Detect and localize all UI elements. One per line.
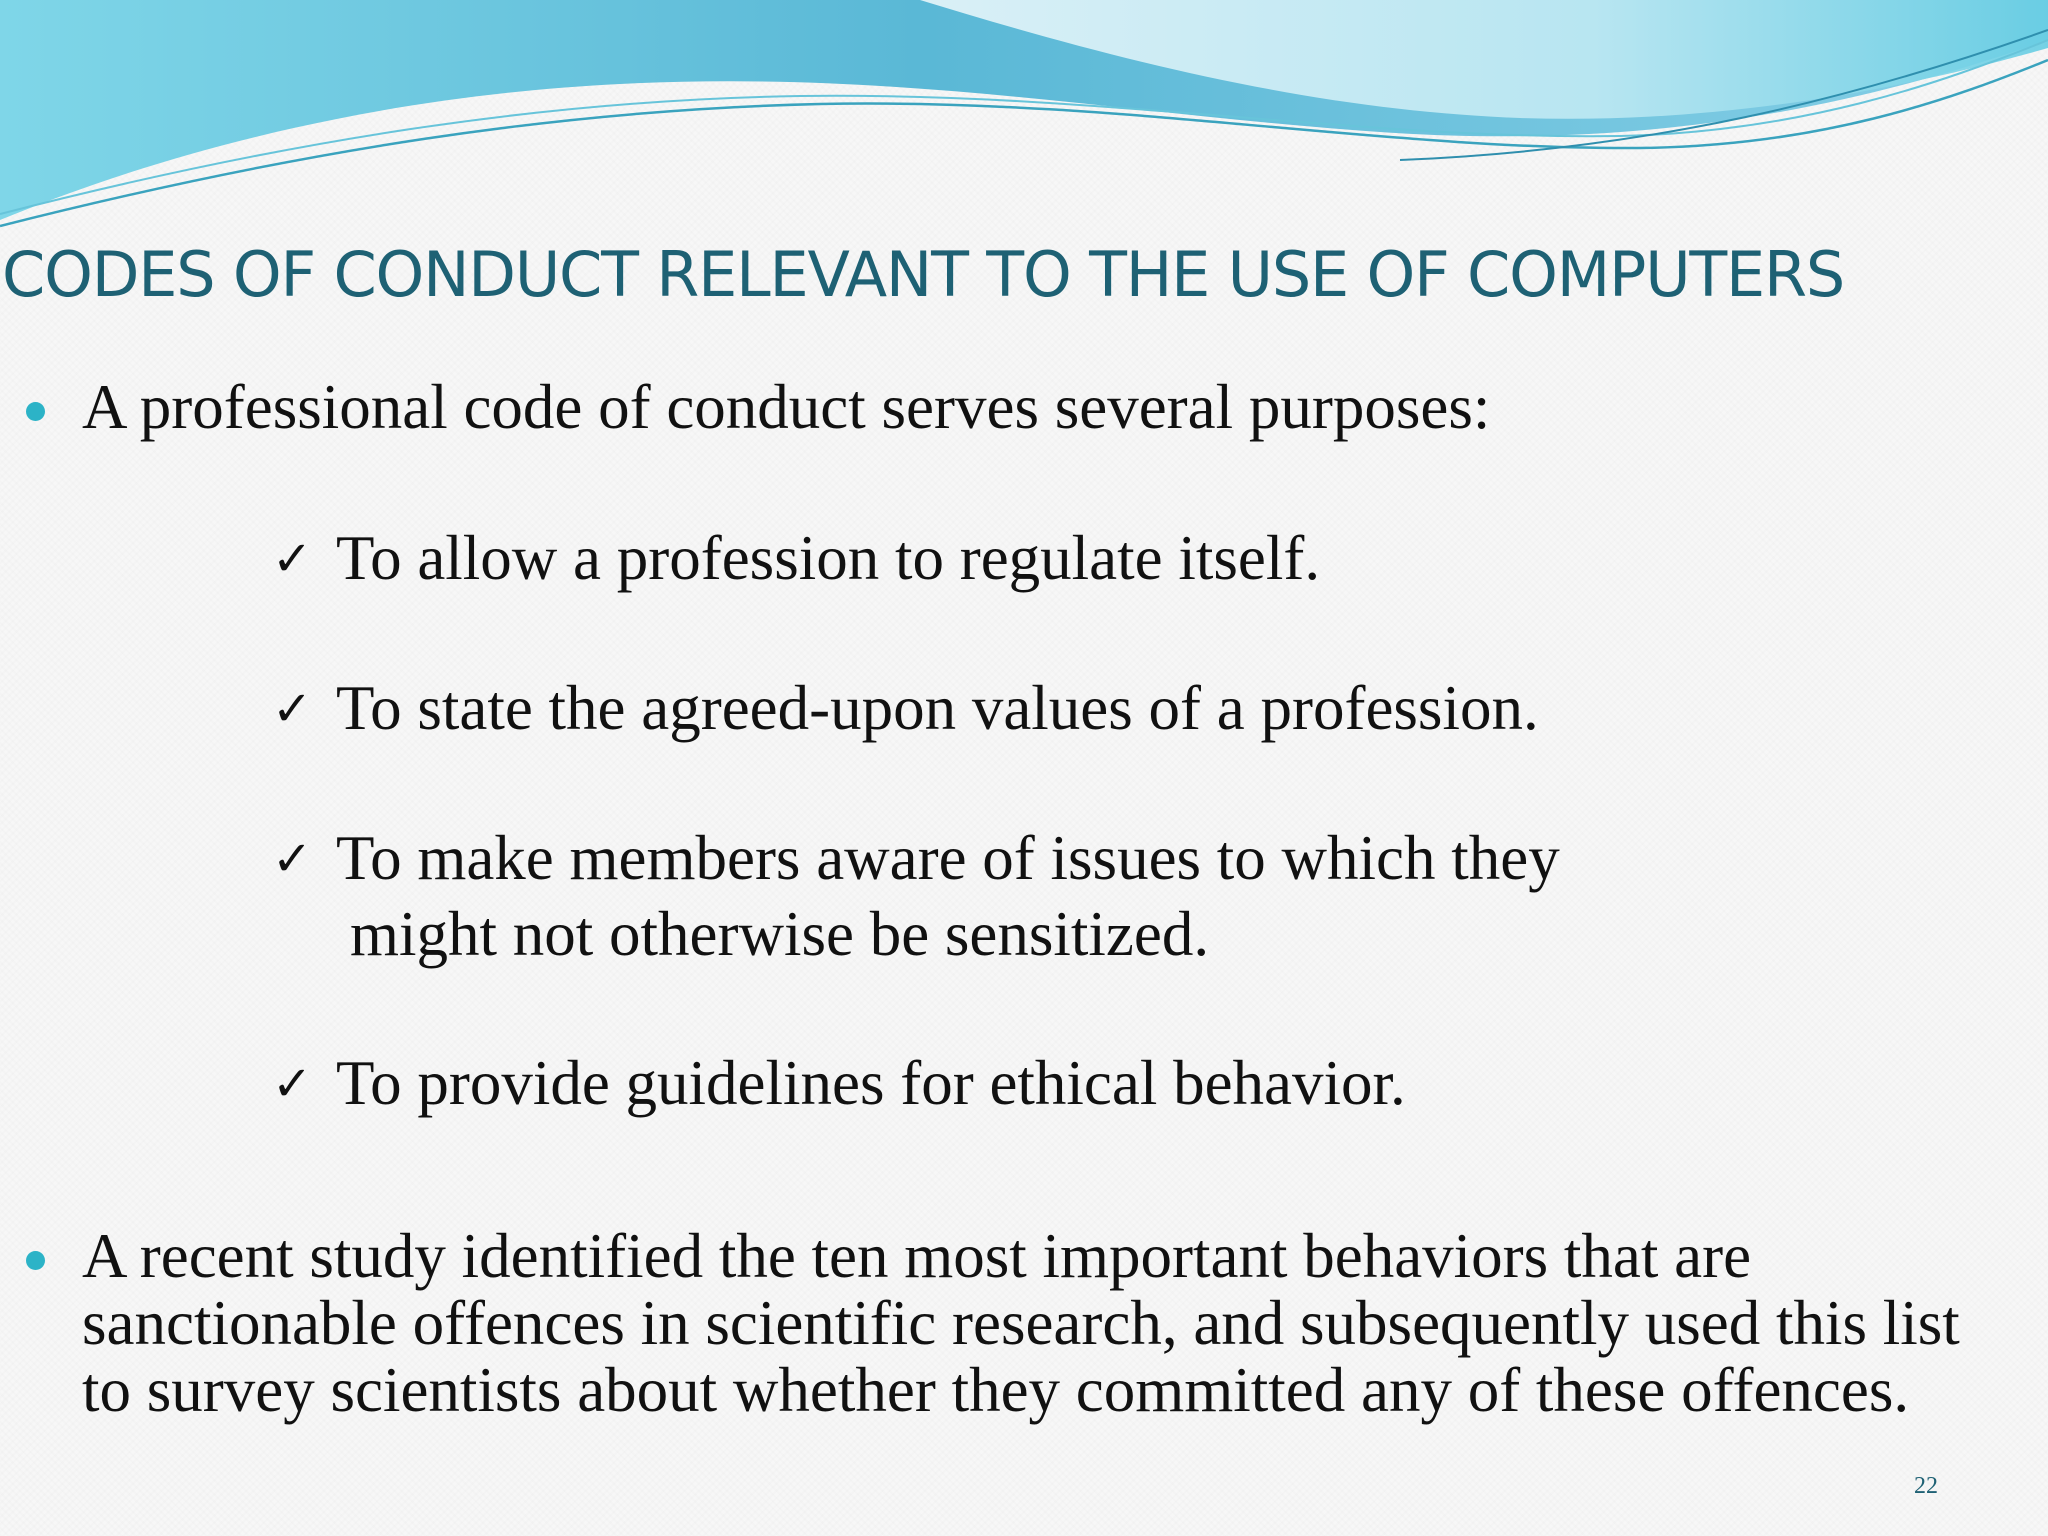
checkmark-icon: ✓ bbox=[272, 531, 313, 587]
bullet-dot-icon bbox=[26, 1251, 45, 1270]
checkmark-icon: ✓ bbox=[272, 1056, 313, 1112]
checkmark-icon: ✓ bbox=[272, 831, 313, 887]
checklist-text: To state the agreed-upon values of a profession. bbox=[336, 673, 1539, 743]
checklist-text: To provide guidelines for ethical behavior. bbox=[336, 1048, 1406, 1118]
checklist-item bbox=[272, 671, 1772, 747]
bullet-item bbox=[82, 1223, 2002, 1424]
page-number: 22 bbox=[1914, 1473, 1938, 1499]
checklist-text-continued: might not otherwise be sensitized. bbox=[350, 899, 1210, 969]
checklist-item bbox=[272, 1046, 1772, 1122]
checklist-item bbox=[272, 521, 1772, 597]
checklist-text: To make members aware of issues to which they bbox=[336, 823, 1560, 893]
bullet-item bbox=[82, 374, 2002, 441]
decorative-wave-banner bbox=[0, 0, 2048, 240]
checkmark-icon: ✓ bbox=[272, 681, 313, 737]
checklist-text: To allow a profession to regulate itself. bbox=[336, 523, 1321, 593]
bullet-dot-icon bbox=[26, 402, 45, 421]
bullet-text: A recent study identified the ten most important behaviors that are sanctionable offences in scientific research, and subsequently used this list to survey scientists about whether they committed any of these offences. bbox=[82, 1221, 1960, 1425]
bullet-text: A professional code of conduct serves several purposes: bbox=[82, 372, 1491, 442]
checklist-item bbox=[272, 821, 1772, 972]
slide-title: CODES OF CONDUCT RELEVANT TO THE USE OF COMPUTERS bbox=[2, 238, 1845, 311]
